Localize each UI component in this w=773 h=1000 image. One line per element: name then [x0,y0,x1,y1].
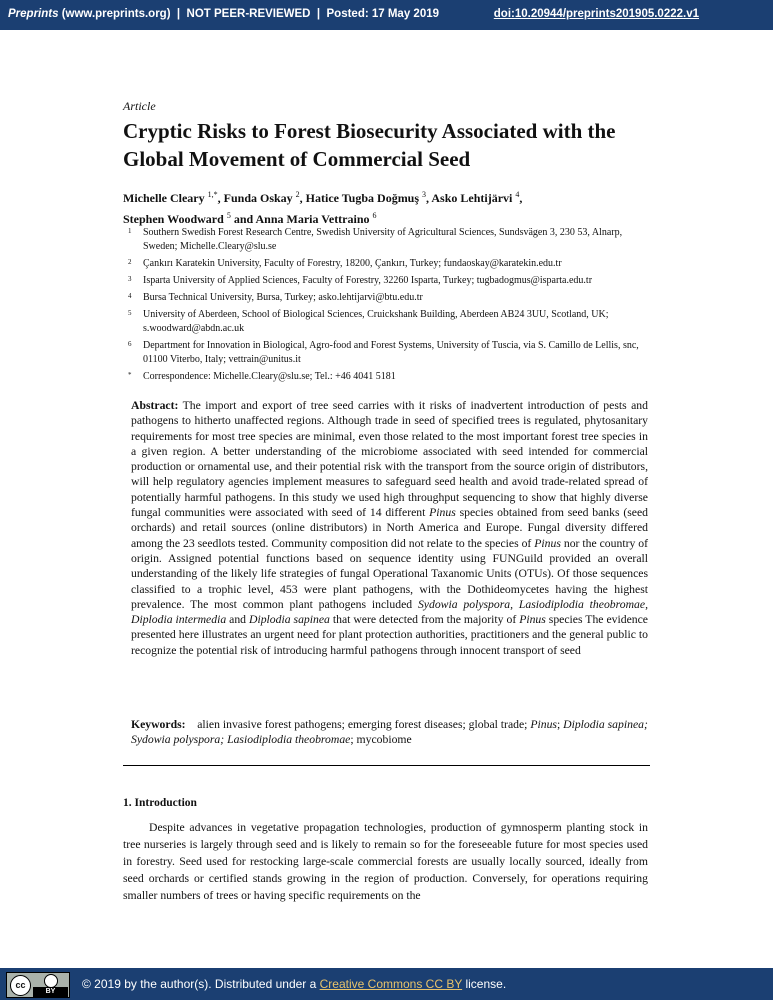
license-link[interactable]: Creative Commons CC BY [319,977,463,991]
author-name: Funda Oskay [223,191,293,205]
abstract-text: and [226,613,249,627]
species-name: Pinus [429,506,456,520]
keywords-text: ; [556,718,564,731]
preprints-brand[interactable]: Preprints [8,8,59,20]
author-affil-mark: 3 [422,190,427,199]
affiliation-number: 5 [128,309,132,317]
affiliation-number: 3 [128,275,132,283]
preprints-site-link[interactable]: (www.preprints.org) [61,8,171,20]
paper-title: Cryptic Risks to Forest Biosecurity Associated with the Global Movement of Commercial Seed [123,119,616,171]
copyright-suffix: license. [462,977,507,991]
affiliation-number: 2 [128,258,132,266]
separator: | [316,8,321,20]
abstract-text: species The evidence presented here illustrates an urgent need for plant protection authorities, practitioners and the general public to recognize the potential risk of introducing harmful pathogens through innocent transport of seed [131,613,648,657]
affiliation-number: 4 [128,292,132,300]
correspondence [123,370,648,384]
species-name: Pinus [534,536,561,550]
header-info [8,8,439,20]
abstract [131,398,648,658]
affiliation-text: Çankırı Karatekin University, Faculty of Forestry, 18200, Çankırı, Turkey; fundaoskay@karatekin.edu.tr [143,258,562,269]
author-affil-mark: 1,* [207,190,218,199]
affiliation-list [123,226,648,387]
review-status: NOT PEER-REVIEWED [186,8,311,20]
affiliation-number: 6 [128,340,132,348]
cc-by-label: BY [33,987,68,997]
posted-date: Posted: 17 May 2019 [326,8,440,20]
cc-icon: cc [10,975,31,996]
keywords-text: alien invasive forest pathogens; emerging forest diseases; global trade; [197,718,531,731]
author-name: Asko Lehtijärvi [431,191,513,205]
affiliation [123,226,648,254]
article-type: Article [123,99,156,113]
abstract-text: that were detected from the majority of [329,613,520,627]
attribution-icon [44,974,58,988]
affiliation [123,339,648,367]
keywords-text: ; mycobiome [350,733,412,747]
cc-by-badge[interactable] [6,972,70,998]
separator: | [176,8,181,20]
species-name: Sydowia polyspora, Lasiodiplodia theobromae, Diplodia intermedia [131,597,648,627]
preprint-header-bar [0,0,773,30]
section-heading: 1. Introduction [123,797,197,809]
introduction-paragraph: Despite advances in vegetative propagation technologies, production of gymnosperm planting stock in tree nurseries is largely through seed and is likely to remain so for the foreseeable future for most species used in forestry. Seed used for restocking large-scale commercial forests are usually locally sourced, ideally from seed orchards or certified stands growing in the region of production. Conversely, for operations requiring smaller numbers of trees or having specific requirements on the [123,821,648,902]
author-list: Michelle Cleary $^{1,*}$, Funda Oskay $^2$, Hatice Tugba Doğmuş $^3$, Asko Lehtijärvi $^4$, Stephen Woodward $^5$ and Anna Maria Vettraino $^6$ [123,190,523,226]
affiliation-text: Department for Innovation in Biological, Agro-food and Forest Systems, University of Tuscia, via S. Camillo de Lellis, snc, 01100 Viterbo, Italy; vettrain@unitus.it [143,340,639,365]
doi-link[interactable]: doi:10.20944/preprints201905.0222.v1 [493,8,699,20]
copyright-text: © 2019 by the author(s). Distributed under a [82,977,320,991]
author-affil-mark: 2 [295,190,300,199]
author-name: Michelle Cleary [123,191,205,205]
author-affil-mark: 4 [515,190,520,199]
author-name: Anna Maria Vettraino [255,212,370,226]
author-conjunction: and [233,212,254,226]
affiliation [123,291,648,305]
abstract-text: The import and export of tree seed carries with it risks of inadvertent introduction of pests and pathogens to hitherto unaffected regions. Although trade in seed of specified trees is regulated, phytosanitary requirements for most tree species are minimal, even those related to the most important forest tree species in a given region. A better understanding of the microbiome associated with seed intended for commercial production or ornamental use, and their potential risk with the transport from the source origin of distributors, will help regulatory agencies implement measures to safeguard seed health and avoid trade-related spread of potentially harmful pathogens. In this study we used high throughput sequencing to show that highly diverse fungal communities were associated with seed of 14 different [131,399,648,520]
keywords-label: Keywords: [131,718,186,731]
keywords [131,717,648,748]
affiliation-text: Correspondence: Michelle.Cleary@slu.se; Tel.: +46 4041 5181 [143,371,396,382]
species-name: Pinus [519,613,546,627]
author-name: Hatice Tugba Doğmuş [305,191,420,205]
affiliation-number: * [128,371,132,379]
author-affil-mark: 5 [226,211,231,220]
abstract-label: Abstract: [131,399,179,412]
section-divider [123,765,650,766]
affiliation [123,257,648,271]
copyright-notice [82,977,506,991]
species-name: Diplodia sapinea [249,613,330,627]
author-name: Stephen Woodward [123,212,224,226]
affiliation-text: University of Aberdeen, School of Biological Sciences, Cruickshank Building, Aberdeen AB24 3UU, Scotland, UK; s.woodward@abdn.ac.uk [143,309,609,334]
keyword-italic: Pinus [530,718,557,731]
author-affil-mark: 6 [372,211,377,220]
abstract-text: species obtained from seed banks (seed orchards) and retail sources (online distributors) in North America and Europe. Fungal diversity differed among the 23 seedlots tested. Community composition did not relate to the species of [131,506,649,550]
affiliation-text: Isparta University of Applied Sciences, Faculty of Forestry, 32260 Isparta, Turkey; tugbadogmus@isparta.edu.tr [143,275,593,286]
affiliation-text: Southern Swedish Forest Research Centre, Swedish University of Agricultural Sciences, Sundsvägen 3, 230 53, Alnarp, Sweden; Michelle.Cleary@slu.se [143,227,623,252]
keyword-italic: Diplodia sapinea; Sydowia polyspora; Lasiodiplodia theobromae [131,718,648,747]
abstract-text: nor the country of origin. Assigned potential functions based on sequence identity using FUNGuild provided an overall understanding of the likely life strategies of fungal Operational Taxanomic Units (OTUs). Of those sequences classified to a trophic level, 453 were plant pathogens, with the Dothideomycetes having the highest prevalence. The most common plant pathogens included [131,536,648,611]
affiliation [123,274,648,288]
affiliation-number: 1 [128,227,132,235]
affiliation [123,308,648,336]
affiliation-text: Bursa Technical University, Bursa, Turkey; asko.lehtijarvi@btu.edu.tr [143,292,423,303]
license-footer [0,968,773,1000]
